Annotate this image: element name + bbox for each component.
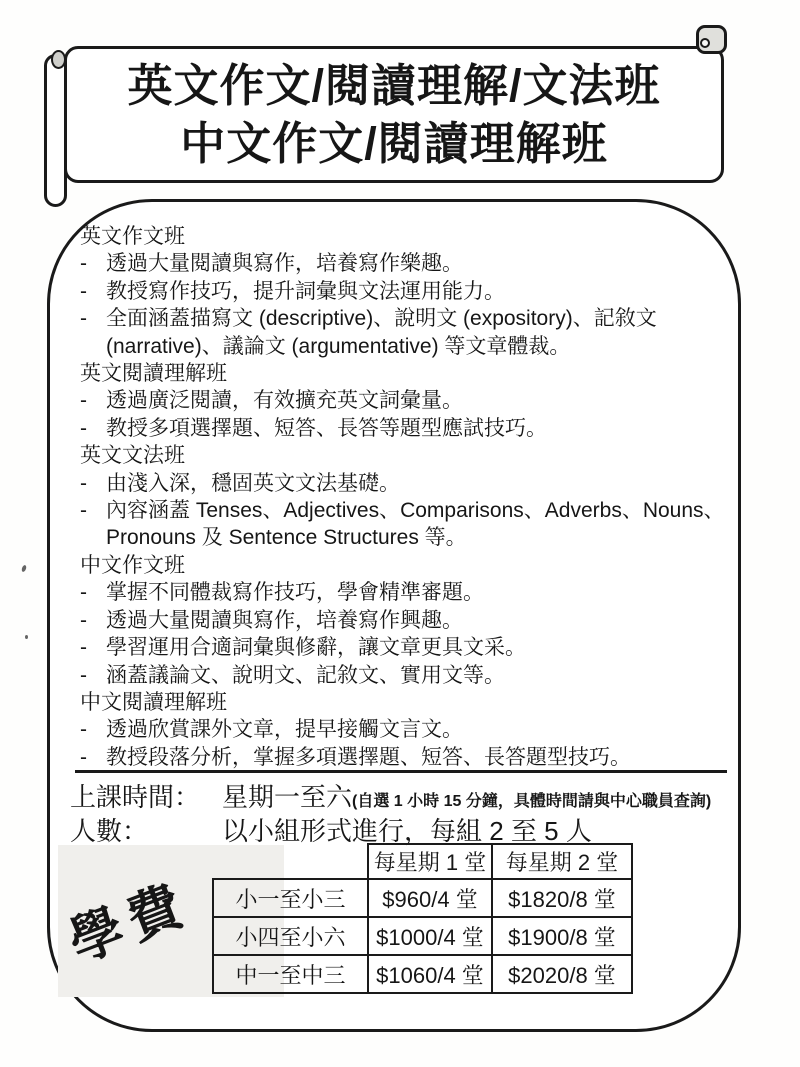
bullet-item bbox=[80, 579, 725, 606]
bullet-dash: - bbox=[80, 581, 87, 605]
section-heading-english-writing: 英文作文班 bbox=[80, 225, 185, 248]
fee-table-row-p4-p6 bbox=[213, 917, 632, 955]
bullet-text: 透過欣賞課外文章，提早接觸文言文。 bbox=[106, 718, 463, 742]
fee-once-cell: $1060/4 堂 bbox=[368, 955, 492, 993]
bullet-text: 內容涵蓋 Tenses、Adjectives、Comparisons、Adverbs、Nouns、 Pronouns 及 Sentence Structures 等。 bbox=[106, 499, 725, 550]
fee-grade-cell: 小四至小六 bbox=[213, 917, 368, 955]
fee-grade-cell: 中一至中三 bbox=[213, 955, 368, 993]
bullet-item bbox=[80, 305, 725, 360]
fee-twice-cell: $1900/8 堂 bbox=[492, 917, 632, 955]
scroll-roll-left bbox=[44, 54, 67, 207]
bullet-text: 學習運用合適詞彙與修辭，讓文章更具文采。 bbox=[106, 636, 526, 660]
bullet-item bbox=[80, 415, 725, 442]
banner-title-line1: 英文作文/閱讀理解/文法班 bbox=[127, 59, 661, 111]
bullet-item bbox=[80, 607, 725, 634]
bullet-item bbox=[80, 634, 725, 661]
class-time-note: (自選 1 小時 15 分鐘，具體時間請與中心職員查詢) bbox=[352, 793, 712, 810]
bullet-item bbox=[80, 278, 725, 305]
section-heading-chinese-writing: 中文作文班 bbox=[80, 553, 185, 577]
bullet-dash: - bbox=[80, 416, 87, 440]
bullet-dash: - bbox=[80, 307, 87, 331]
bullet-dash: - bbox=[80, 252, 87, 276]
fee-table-header-row bbox=[213, 844, 632, 879]
class-size-value: 以小組形式進行，每組 2 至 5 人 bbox=[222, 816, 592, 846]
bullet-dash: - bbox=[80, 636, 87, 660]
fee-table-row-p1-p3 bbox=[213, 879, 632, 917]
bullet-text: 教授寫作技巧，提升詞彙與文法運用能力。 bbox=[106, 279, 505, 303]
fee-once-cell: $960/4 堂 bbox=[368, 879, 492, 917]
bullet-text: 透過大量閱讀與寫作，培養寫作興趣。 bbox=[106, 608, 463, 632]
fee-twice-cell: $1820/8 堂 bbox=[492, 879, 632, 917]
bullet-text: 透過廣泛閱讀，有效擴充英文詞彙量。 bbox=[106, 389, 463, 413]
section-heading-chinese-reading: 中文閱讀理解班 bbox=[80, 690, 227, 714]
fee-table-col-header-once: 每星期 1 堂 bbox=[368, 844, 492, 879]
fee-table-blank-cell bbox=[213, 844, 368, 879]
bullet-dash: - bbox=[80, 718, 87, 742]
bullet-item bbox=[80, 716, 725, 743]
class-time-row bbox=[70, 777, 711, 814]
bullet-dash: - bbox=[80, 608, 87, 632]
class-size-label: 人數： bbox=[70, 816, 149, 846]
bullet-text: 涵蓋議論文、說明文、記敘文、實用文等。 bbox=[106, 663, 505, 687]
bullet-dash: - bbox=[80, 389, 87, 413]
bullet-item bbox=[80, 662, 725, 689]
class-time-label: 上課時間： bbox=[70, 782, 201, 812]
bullet-item bbox=[80, 744, 725, 771]
section-heading-english-reading: 英文閱讀理解班 bbox=[80, 362, 227, 386]
bullet-item bbox=[80, 387, 725, 414]
bullet-text: 教授段落分析，掌握多項選擇題、短答、長答題型技巧。 bbox=[106, 745, 631, 769]
fee-table-row-s1-s3 bbox=[213, 955, 632, 993]
class-time-value: 星期一至六 bbox=[222, 782, 353, 812]
bullet-item bbox=[80, 250, 725, 277]
bullet-text: 透過大量閱讀與寫作，培養寫作樂趣。 bbox=[106, 252, 463, 276]
fee-grade-cell: 小一至小三 bbox=[213, 879, 368, 917]
scan-speck bbox=[25, 635, 28, 639]
scroll-roll-opening-icon bbox=[51, 50, 66, 69]
bullet-text: 由淺入深，穩固英文文法基礎。 bbox=[106, 471, 400, 495]
bullet-dash: - bbox=[80, 663, 87, 687]
fee-table-col-header-twice: 每星期 2 堂 bbox=[492, 844, 632, 879]
bullet-text: 掌握不同體裁寫作技巧，學會精準審題。 bbox=[106, 581, 484, 605]
section-heading-english-grammar: 英文文法班 bbox=[80, 444, 185, 468]
bullet-dash: - bbox=[80, 745, 87, 769]
bullet-text: 全面涵蓋描寫文 (descriptive)、說明文 (expository)、記敘文 (narrative)、議論文 (argumentative) 等文章體裁。 bbox=[106, 307, 657, 358]
banner-title-line2: 中文作文/閱讀理解班 bbox=[180, 117, 608, 169]
scroll-curl-spiral-icon bbox=[700, 38, 710, 48]
bullet-dash: - bbox=[80, 471, 87, 495]
tuition-fee-label: 學費 bbox=[60, 873, 199, 974]
scan-speck bbox=[21, 565, 27, 573]
fee-once-cell: $1000/4 堂 bbox=[368, 917, 492, 955]
bullet-dash: - bbox=[80, 279, 87, 303]
fee-twice-cell: $2020/8 堂 bbox=[492, 955, 632, 993]
section-divider bbox=[75, 770, 727, 773]
bullet-dash: - bbox=[80, 499, 87, 523]
bullet-item bbox=[80, 470, 725, 497]
bullet-item bbox=[80, 497, 725, 552]
banner-scroll bbox=[64, 46, 724, 183]
fee-table bbox=[212, 843, 633, 994]
bullet-text: 教授多項選擇題、短答、長答等題型應試技巧。 bbox=[106, 416, 547, 440]
course-descriptions bbox=[80, 223, 725, 771]
